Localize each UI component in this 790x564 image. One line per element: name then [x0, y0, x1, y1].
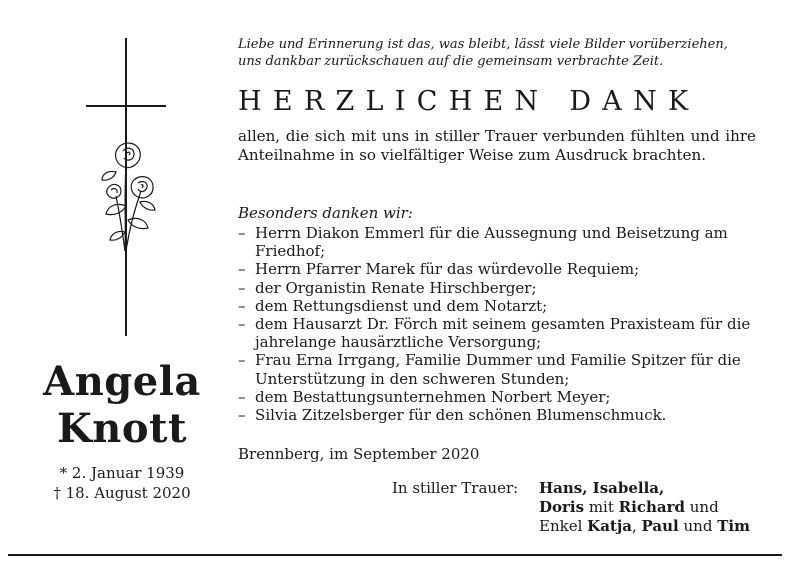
list-item: – Herrn Diakon Emmerl für die Aussegnung und Beisetzung am Friedhof;: [238, 224, 758, 260]
mourners-line-3: [539, 517, 750, 536]
list-item: – dem Hausarzt Dr. Förch mit seinem gesamten Praxisteam für die jahrelange hausärztliche Versorgung;: [238, 315, 758, 351]
mourner-names-1: Hans, Isabella,: [539, 479, 665, 497]
mourners-names: [539, 479, 750, 536]
cross-bar: [86, 105, 166, 107]
list-item: – dem Bestattungsunternehmen Norbert Meyer;: [238, 388, 758, 406]
connector-text: ,: [632, 517, 642, 535]
deceased-first-name: Angela: [43, 358, 201, 405]
mourners-line-2: [539, 498, 750, 517]
motto-line-1: Liebe und Erinnerung ist das, was bleibt, lässt viele Bilder vorüberziehen,: [238, 37, 728, 52]
mourner-name: Paul: [641, 517, 679, 535]
list-item: – dem Rettungsdienst und dem Notarzt;: [238, 297, 758, 315]
mourner-name: Tim: [717, 517, 750, 535]
connector-text: Enkel: [539, 517, 588, 535]
deceased-last-name: Knott: [57, 405, 187, 452]
mourner-name: Katja: [587, 517, 632, 535]
list-item: – der Organistin Renate Hirschberger;: [238, 279, 758, 297]
mourner-name: Doris: [539, 498, 585, 516]
page-title: HERZLICHEN DANK: [238, 86, 700, 117]
connector-text: und: [678, 517, 718, 535]
connector-text: und: [684, 498, 719, 516]
life-dates: [8, 463, 236, 503]
death-date: † 18. August 2020: [53, 484, 191, 502]
obituary-card: [8, 8, 782, 556]
mourners-line-1: [539, 479, 750, 498]
list-item: – Silvia Zitzelsberger für den schönen Blumenschmuck.: [238, 406, 758, 424]
place-date: Brennberg, im September 2020: [238, 445, 480, 463]
mourners-label: In stiller Trauer:: [392, 479, 519, 497]
list-item: – Herrn Pfarrer Marek für das würdevolle Requiem;: [238, 260, 758, 278]
birth-date: * 2. Januar 1939: [59, 464, 185, 482]
list-item: – Frau Erna Irrgang, Familie Dummer und Familie Spitzer für die Unterstützung in den schweren Stunden;: [238, 351, 758, 387]
intro-text: allen, die sich mit uns in stiller Trauer verbunden fühlten und ihre Anteilnahme in so vielfältiger Weise zum Ausdruck brachten.: [238, 127, 756, 164]
connector-text: mit: [584, 498, 619, 516]
motto: [238, 36, 758, 70]
thanks-list: [238, 224, 758, 424]
thanks-heading: Besonders danken wir:: [238, 204, 413, 222]
motto-line-2: uns dankbar zurückschauen auf die gemeinsam verbrachte Zeit.: [238, 54, 664, 69]
roses-icon: [96, 136, 166, 256]
mourner-name: Richard: [618, 498, 685, 516]
